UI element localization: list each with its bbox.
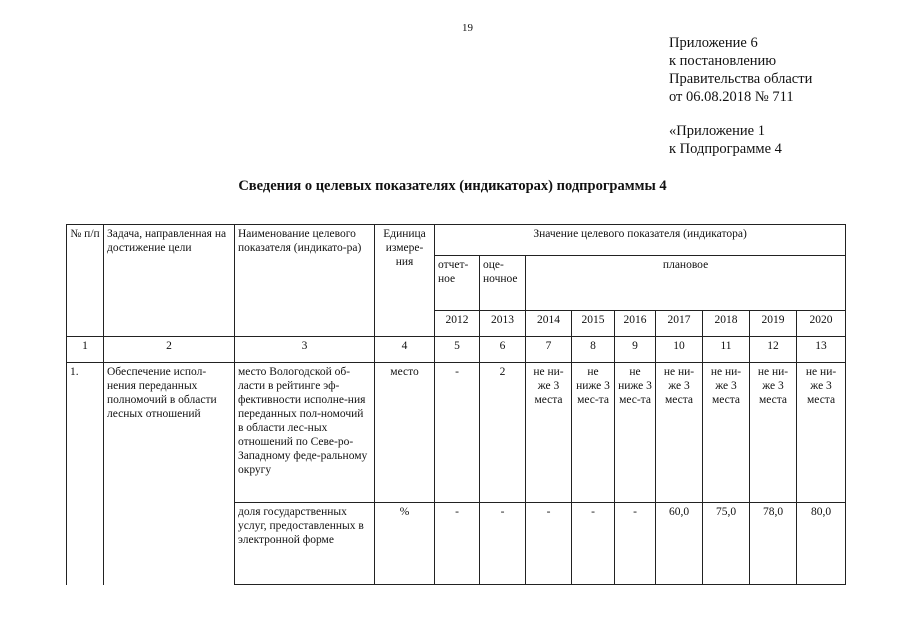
row-value: - [615, 503, 656, 585]
row-value: 2 [480, 363, 526, 503]
column-number: 1 [67, 337, 104, 363]
header-year: 2018 [703, 311, 750, 337]
row-value: 78,0 [750, 503, 797, 585]
column-number: 9 [615, 337, 656, 363]
appendix-line: от 06.08.2018 № 711 [669, 89, 794, 105]
appendix-header [669, 34, 812, 106]
header-value: Значение целевого показателя (индикатора) [435, 225, 846, 256]
row-indicator: место Вологодской об-ласти в рейтинге эф-фективности исполне-ния переданных пол-номочий в области лес-ных отношений по Севе-ро-Западному феде-ральному округу [235, 363, 375, 503]
column-number: 3 [235, 337, 375, 363]
row-value: - [480, 503, 526, 585]
header-year: 2015 [572, 311, 615, 337]
column-number-row [67, 337, 846, 363]
row-value: не ни-же 3 места [526, 363, 572, 503]
header-num: № п/п [67, 225, 104, 337]
header-task: Задача, направленная на достижение цели [104, 225, 235, 337]
row-indicator: доля государственных услуг, предоставленных в электронной форме [235, 503, 375, 585]
indicators-table [66, 224, 846, 585]
row-value: 75,0 [703, 503, 750, 585]
column-number: 8 [572, 337, 615, 363]
document-title: Сведения о целевых показателях (индикаторах) подпрограммы 4 [238, 178, 667, 194]
header-unit: Единица измере-ния [375, 225, 435, 337]
column-number: 11 [703, 337, 750, 363]
header-indicator-name: Наименование целевого показателя (индикато-ра) [235, 225, 375, 337]
column-number: 12 [750, 337, 797, 363]
row-value: не ниже 3 мес-та [615, 363, 656, 503]
header-year: 2019 [750, 311, 797, 337]
row-unit: место [375, 363, 435, 503]
row-value: не ни-же 3 места [703, 363, 750, 503]
header-year: 2014 [526, 311, 572, 337]
column-number: 7 [526, 337, 572, 363]
column-number: 4 [375, 337, 435, 363]
header-planned: плановое [526, 256, 846, 311]
row-value: - [435, 503, 480, 585]
column-number: 6 [480, 337, 526, 363]
row-value: - [435, 363, 480, 503]
page-number: 19 [462, 22, 473, 34]
row-number: 1. [67, 363, 104, 585]
appendix-line: Приложение 6 [669, 35, 758, 51]
appendix-line: к Подпрограмме 4 [669, 141, 782, 157]
column-number: 5 [435, 337, 480, 363]
column-number: 13 [797, 337, 846, 363]
appendix-line: «Приложение 1 [669, 123, 765, 139]
row-value: - [572, 503, 615, 585]
table-row [67, 363, 846, 503]
inner-appendix-header [669, 122, 782, 158]
header-estimated: оце-ночное [480, 256, 526, 311]
header-year: 2017 [656, 311, 703, 337]
appendix-line: Правительства области [669, 71, 813, 87]
row-value: 80,0 [797, 503, 846, 585]
header-reported: отчет-ное [435, 256, 480, 311]
row-value: 60,0 [656, 503, 703, 585]
row-value: не ниже 3 мес-та [572, 363, 615, 503]
row-value: не ни-же 3 места [750, 363, 797, 503]
header-year: 2013 [480, 311, 526, 337]
column-number: 2 [104, 337, 235, 363]
row-value: не ни-же 3 места [656, 363, 703, 503]
header-year: 2020 [797, 311, 846, 337]
header-year: 2016 [615, 311, 656, 337]
appendix-line: к постановлению [669, 53, 777, 69]
column-number: 10 [656, 337, 703, 363]
row-unit: % [375, 503, 435, 585]
row-value: не ни-же 3 места [797, 363, 846, 503]
row-value: - [526, 503, 572, 585]
row-task: Обеспечение испол-нения переданных полномочий в области лесных отношений [104, 363, 235, 585]
header-year: 2012 [435, 311, 480, 337]
